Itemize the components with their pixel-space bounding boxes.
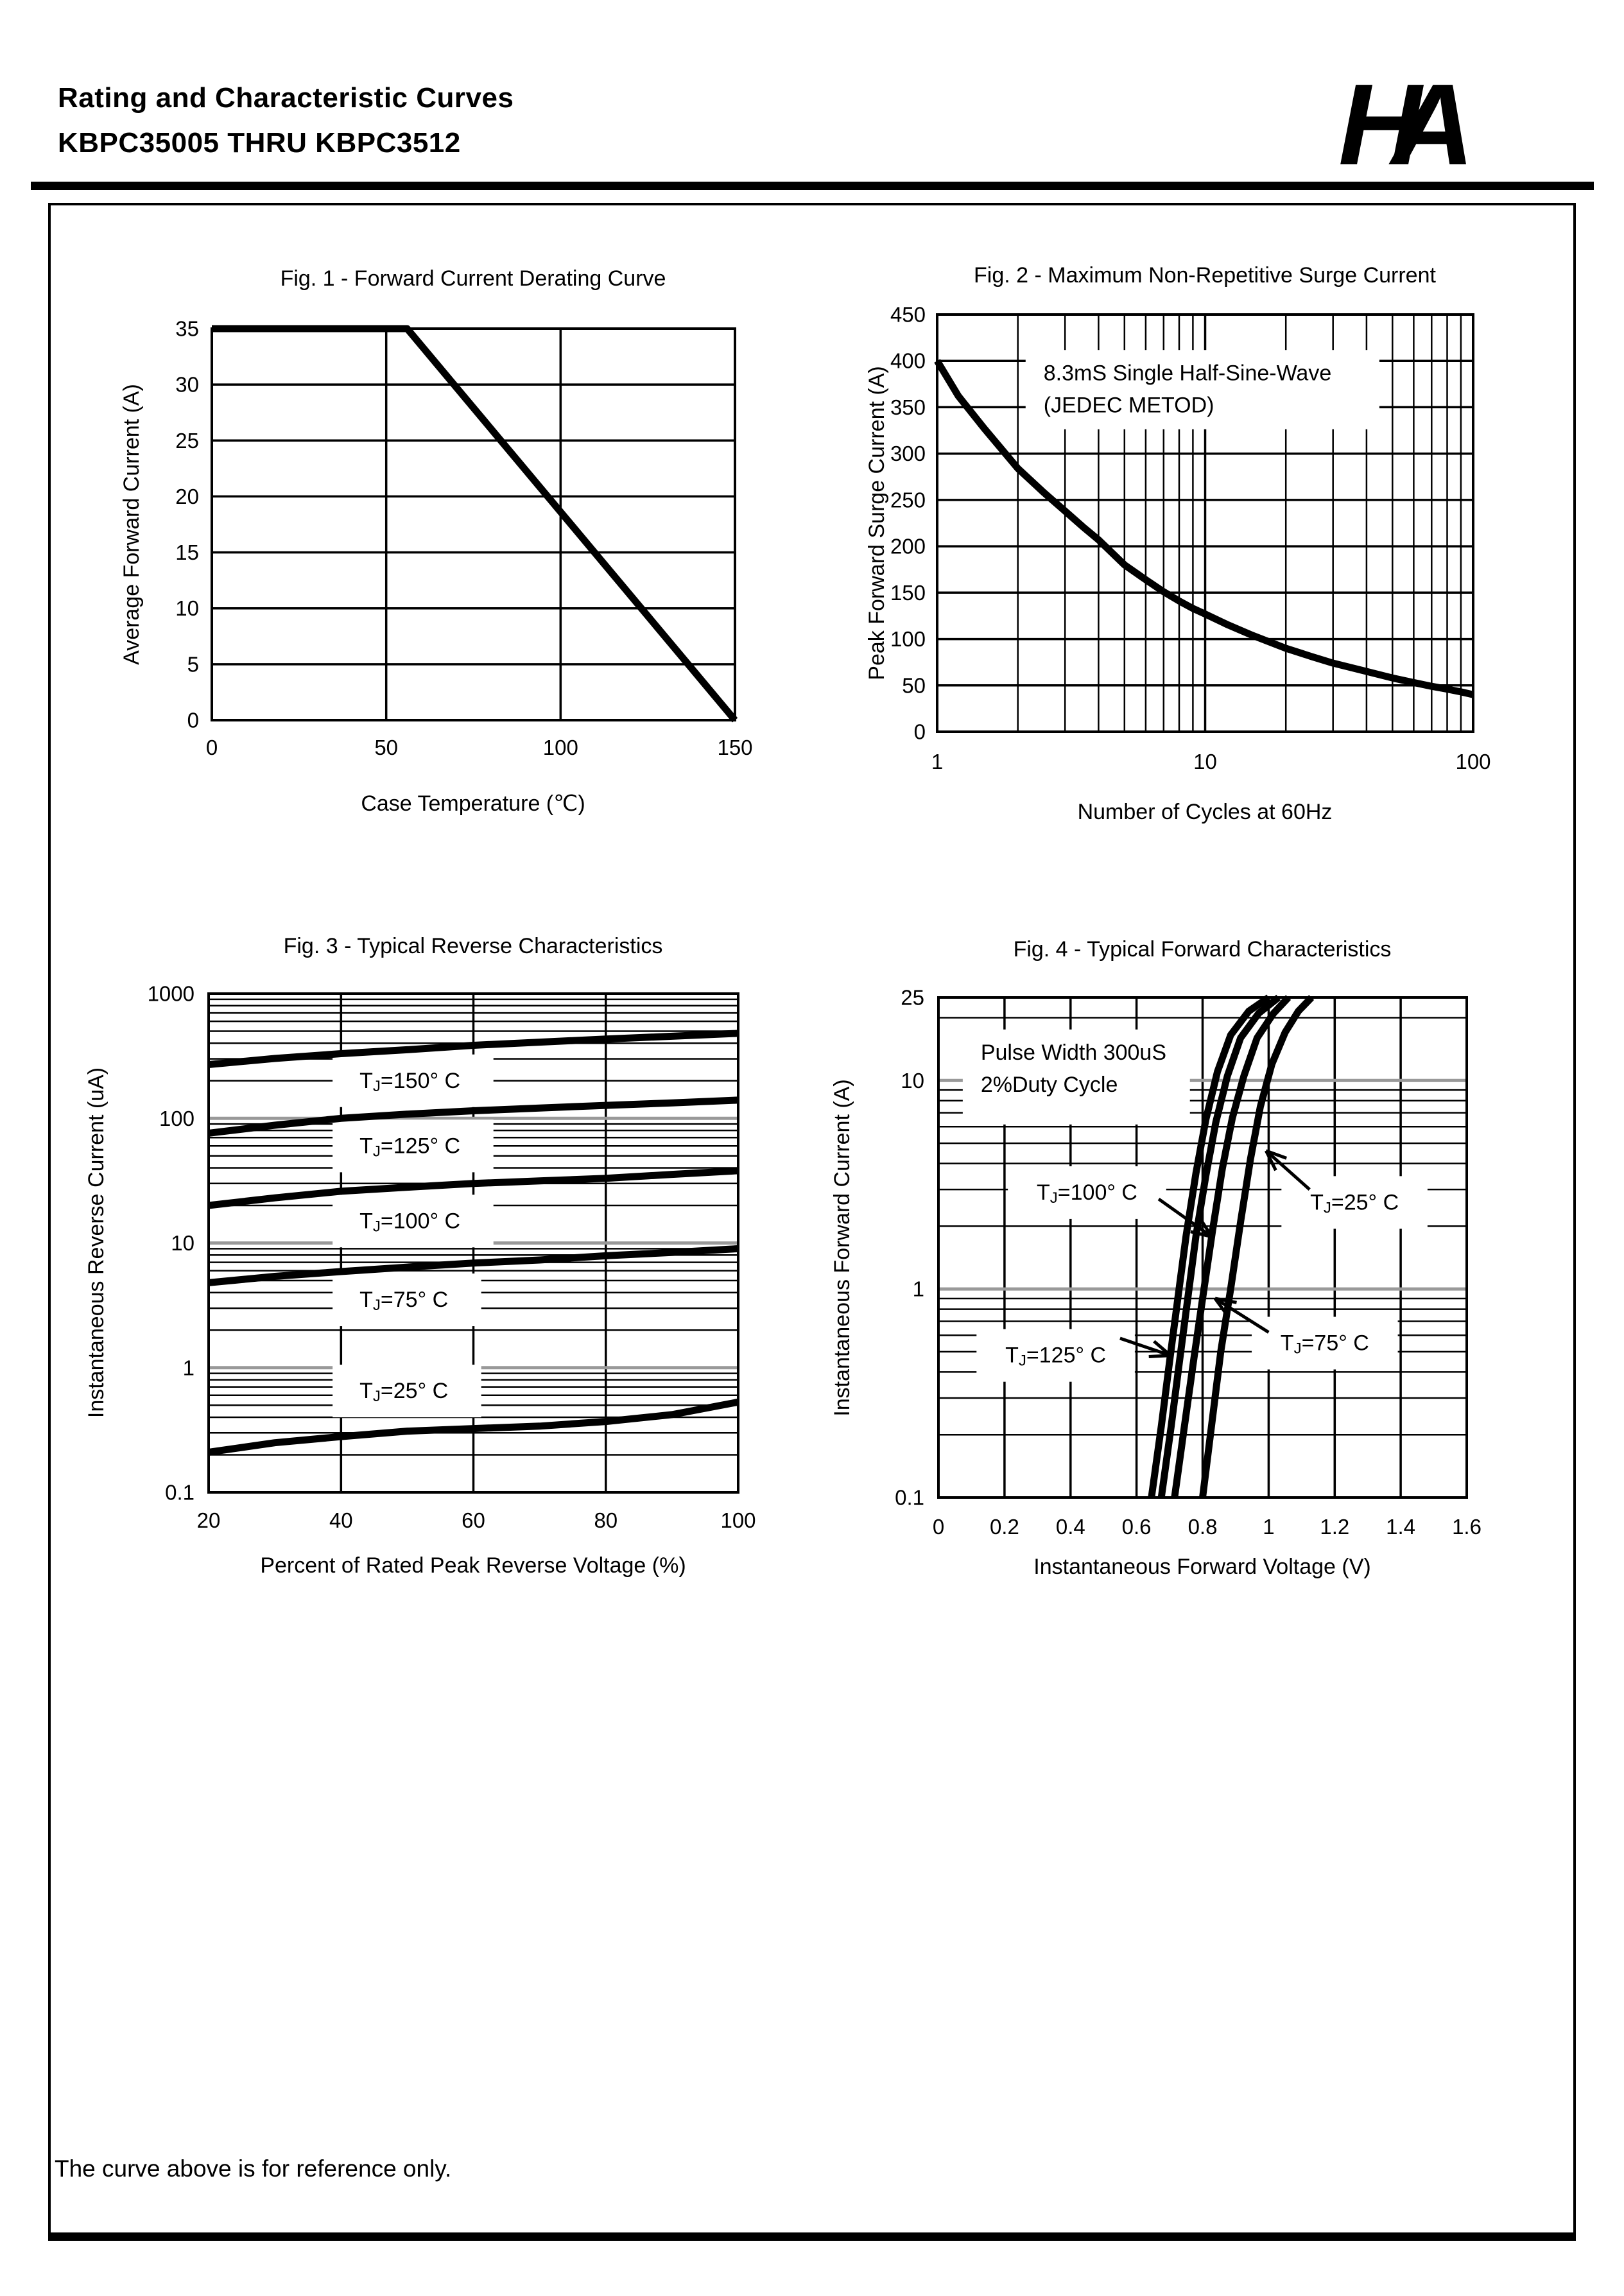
x-tick-label: 1 [931,750,944,773]
y-tick-label: 450 [890,302,926,327]
titles [974,263,1436,288]
y-tick-label: 300 [890,442,926,466]
x-axis [1033,1555,1370,1579]
x-axis-title: Case Temperature (℃) [361,791,585,816]
curve-label-tj-125: $T_J=125^\circ$ C [359,1134,461,1160]
y-tick-label: 20 [175,484,199,508]
figure-title: Fig. 4 - Typical Forward Characteristics [1013,937,1392,962]
y-tick-label: 10 [175,596,199,621]
curve-label-tj-150: $T_J=150^\circ$ C [359,1068,461,1095]
y-tick-label: 0.1 [165,1480,194,1505]
curve-label-tj-75: $T_J=75^\circ$ C [359,1288,449,1314]
curve-label-tj-25: $T_J=25^\circ$ C [359,1379,449,1405]
figure-title: Fig. 2 - Maximum Non-Repetitive Surge Current [974,263,1436,288]
y-tick-label: 35 [175,316,199,341]
y-axis [119,384,144,665]
titles [284,934,663,958]
x-tick-label: 0 [932,1515,945,1539]
y-tick-label: 25 [901,985,924,1010]
x-axis-title: Percent of Rated Peak Reverse Voltage (%) [260,1553,686,1578]
pointer-label [976,1329,1170,1382]
x-tick-label: 10 [1193,750,1217,773]
x-axis-title: Number of Cycles at 60Hz [1077,800,1333,824]
annotation [963,1030,1190,1125]
footer-note: The curve above is for reference only. [55,2155,452,2182]
curve-label-tj-100: $T_J=100^\circ$ C [359,1209,461,1235]
curves [212,329,735,720]
y-tick-label: 10 [171,1231,194,1255]
y-tick-label: 0 [913,720,926,744]
pointer-label-text: $T_J=125^\circ$ C [1005,1343,1107,1370]
x-tick-label: 100 [720,1508,756,1532]
y-tick-label: 1 [912,1277,924,1301]
pointer-label-text: $T_J=75^\circ$ C [1280,1331,1369,1357]
annotation-line: (JEDEC METOD) [1043,393,1214,418]
annotation-line: Pulse Width 300uS [980,1040,1167,1065]
annotation [1026,350,1379,429]
gridlines [212,329,735,720]
y-axis-title: Peak Forward Surge Current (A) [865,366,889,680]
x-tick-label: 1.2 [1320,1515,1350,1539]
tick-labels [175,317,752,760]
y-tick-label: 1 [182,1356,194,1380]
y-axis [865,366,889,680]
x-axis [260,1553,686,1578]
y-tick-label: 50 [902,673,926,698]
brand-logo-text: HA [1338,60,1444,182]
pointer-label-text: $T_J=100^\circ$ C [1036,1180,1137,1207]
pointer-label-text: $T_J=25^\circ$ C [1310,1190,1399,1216]
x-tick-label: 0.8 [1188,1515,1218,1539]
titles [281,266,666,291]
x-axis-title: Instantaneous Forward Voltage (V) [1033,1555,1371,1579]
x-tick-label: 0 [205,736,218,759]
plot-border [212,329,735,720]
x-tick-label: 60 [462,1508,485,1532]
y-tick-label: 0 [187,708,199,732]
y-axis [84,1067,108,1418]
y-tick-label: 10 [901,1068,924,1092]
x-tick-label: 0.2 [989,1515,1019,1539]
x-tick-label: 20 [196,1508,221,1532]
y-axis [830,1079,854,1416]
curve-derating-curve [212,329,735,720]
x-axis [361,791,585,816]
titles [1014,937,1392,962]
x-tick-label: 1.6 [1452,1515,1481,1539]
y-tick-label: 0.1 [895,1485,924,1510]
x-tick-label: 100 [542,736,578,759]
x-tick-label: 80 [594,1508,618,1532]
x-tick-label: 50 [374,736,399,759]
x-tick-label: 150 [717,736,753,759]
y-tick-label: 30 [175,372,199,397]
y-tick-label: 400 [890,349,926,373]
x-tick-label: 40 [329,1508,353,1532]
y-tick-label: 200 [890,534,926,558]
annotation-line: 2%Duty Cycle [980,1072,1118,1097]
fig2-figure [828,244,1580,834]
y-tick-label: 1000 [147,981,194,1006]
page-title: Rating and Characteristic Curves [58,82,514,114]
x-axis [1078,800,1333,824]
fig4-figure [828,915,1580,1646]
y-axis-title: Average Forward Current (A) [119,384,144,665]
y-tick-label: 350 [890,395,926,419]
annotation-line: 8.3mS Single Half-Sine-Wave [1043,361,1332,386]
y-axis-title: Instantaneous Forward Current (A) [830,1079,854,1417]
y-tick-label: 150 [890,580,926,605]
part-number-range: KBPC35005 THRU KBPC3512 [58,127,461,159]
x-tick-label: 1 [1263,1515,1275,1539]
y-tick-label: 250 [890,488,926,512]
y-tick-label: 5 [187,652,199,677]
pointer-label [1266,1151,1428,1229]
figure-title: Fig. 1 - Forward Current Derating Curve [280,266,666,291]
fig1-figure [51,244,828,834]
y-tick-label: 15 [175,540,199,565]
y-tick-label: 25 [175,428,199,453]
y-tick-label: 100 [890,627,926,652]
x-tick-label: 1.4 [1386,1515,1416,1539]
x-tick-label: 0.6 [1121,1515,1152,1539]
figure-title: Fig. 3 - Typical Reverse Characteristics [283,934,663,958]
fig3-figure [51,915,828,1608]
x-tick-label: 100 [1455,750,1491,773]
y-tick-label: 100 [159,1106,194,1130]
y-axis-title: Instantaneous Reverse Current (uA) [84,1067,108,1419]
x-tick-label: 0.4 [1055,1515,1085,1539]
